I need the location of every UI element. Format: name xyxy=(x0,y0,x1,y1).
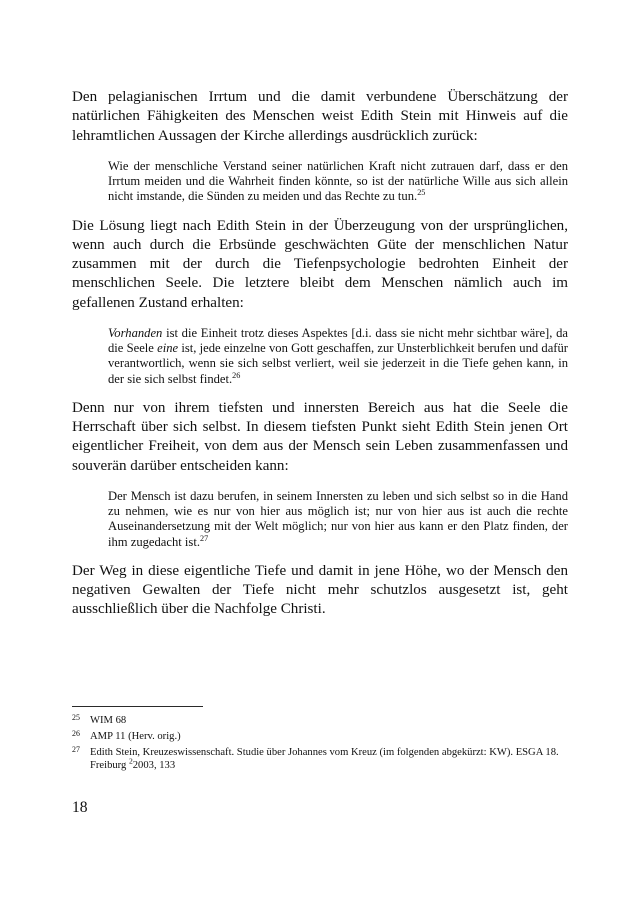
blockquote-2-italic-vorhanden: Vorhanden xyxy=(108,325,163,340)
footnote-marker-26: 26 xyxy=(72,728,80,738)
blockquote-2-italic-eine: eine xyxy=(157,341,179,356)
blockquote-3-text: Der Mensch ist dazu berufen, in seinem Innersten zu leben und sich selbst so in die Hand zu nehmen, wie es nur von hier aus möglich ist; nur von hier aus ist auch die rechte Auseinandersetzung mit der Welt möglich; nur von hier aus kann er den Platz finden, der ihm zugedacht ist. xyxy=(108,488,568,549)
blockquote-1-text: Wie der menschliche Verstand seiner natürlichen Kraft nicht zutrauen darf, dass er den Irrtum meiden und die Wahrheit finden könnte, so ist der natürliche Wille aus sich allein nicht imstande, die Sünden zu meiden und das Rechte zu tun. xyxy=(108,158,568,204)
paragraph-3: Denn nur von ihrem tiefsten und innersten Bereich aus hat die Seele die Herrschaft über sich selbst. In diesem tiefsten Punkt sieht Edith Stein jenen Ort eigentlicher Freiheit, von dem aus der Mensch sein Leben zusammenfassen und souverän darüber entscheiden kann: xyxy=(72,399,568,474)
spacer xyxy=(72,479,568,489)
paragraph-1: Den pelagianischen Irrtum und die damit verbundene Überschätzung der natürlichen Fähigkeiten des Menschen weist Edith Stein mit Hinweis auf die lehramtlichen Aussagen der Kirche allerdings ausdrücklich zurück: xyxy=(72,89,568,144)
footnote-item-26 xyxy=(72,730,568,743)
blockquote-2-text-part-1: ist die Einheit trotz dieses Aspektes [d.i. dass sie nicht mehr sichtbar wäre], da die Seele xyxy=(108,325,568,356)
spacer xyxy=(72,205,568,217)
footnote-marker-27: 27 xyxy=(72,744,80,754)
spacer xyxy=(72,387,568,399)
spacer xyxy=(72,316,568,326)
page-body-content xyxy=(72,88,568,623)
spacer xyxy=(72,550,568,562)
footnote-ref-26[interactable]: 26 xyxy=(232,370,241,380)
paragraph-2: Die Lösung liegt nach Edith Stein in der Überzeugung von der ursprünglichen, wenn auch durch die Erbsünde geschwächten Güte der menschlichen Natur zusammen mit der durch die Tiefenpsychologie bedrohten Einheit der menschlichen Seele. Die letztere bleibt dem Menschen nämlich auch im gefallenen Zustand erhalten: xyxy=(72,217,568,311)
footnote-item-25 xyxy=(72,714,568,727)
footnote-item-27 xyxy=(72,746,568,773)
blockquote-3 xyxy=(72,489,568,550)
footnote-ref-25[interactable]: 25 xyxy=(417,188,426,198)
footnote-text-26: AMP 11 (Herv. orig.) xyxy=(90,730,181,742)
footnote-27-part-1: Edith Stein, Kreuzeswissenschaft. Studie über Johannes vom Kreuz (im folgenden abgekürzt: KW). ESGA 18. Freiburg xyxy=(90,746,559,772)
footnote-text-25: WIM 68 xyxy=(90,715,127,726)
footnote-ref-27[interactable]: 27 xyxy=(199,533,209,543)
page-number: 18 xyxy=(72,799,88,816)
footnote-marker-25: 25 xyxy=(72,713,80,722)
blockquote-2 xyxy=(72,326,568,387)
footnote-27-part-2: 2003, 133 xyxy=(132,760,176,772)
footnote-section xyxy=(72,706,568,775)
footnote-text-27 xyxy=(90,746,568,773)
footnote-27-edition-superscript: 2 xyxy=(128,756,133,766)
spacer xyxy=(72,149,568,159)
blockquote-2-text-part-2: ist, jede einzelne von Gott geschaffen, zur Unsterblichkeit berufen und dafür verantwortlich, wenn sie sich selbst verliert, weil sie jederzeit in die Tiefe gehen kann, in der sie sich selbst findet. xyxy=(108,341,568,386)
blockquote-1 xyxy=(72,159,568,205)
footnote-separator-rule xyxy=(72,706,203,707)
paragraph-4: Der Weg in diese eigentliche Tiefe und damit in jene Höhe, wo der Mensch den negativen Gewalten der Tiefe nicht mehr schutzlos ausgesetzt ist, geht ausschließlich über die Nachfolge Christi. xyxy=(72,562,568,618)
